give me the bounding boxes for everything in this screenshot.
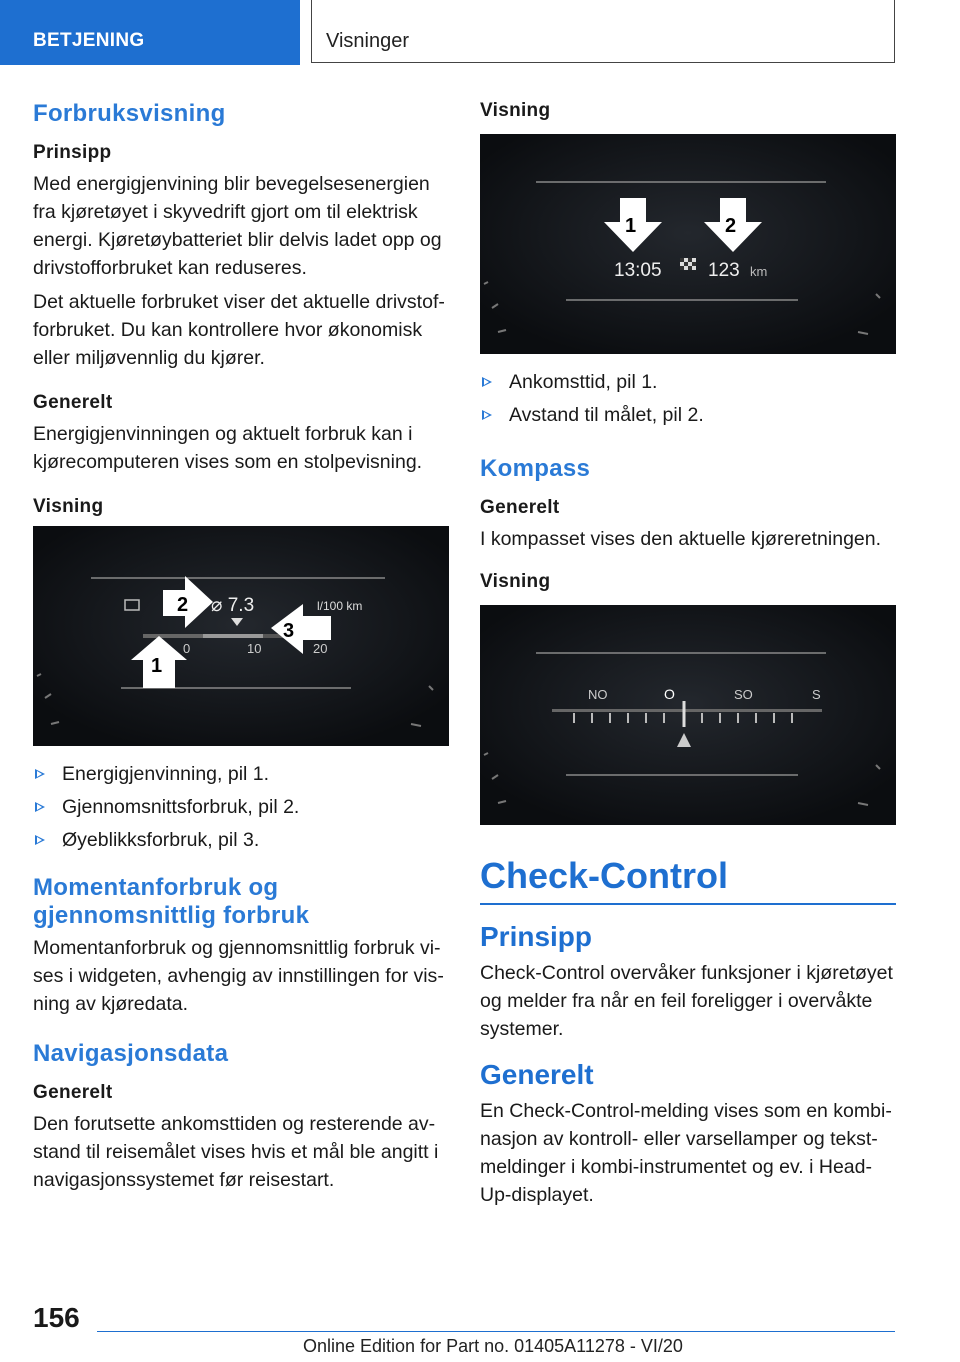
left-column: [33, 100, 449, 1200]
subheading-visning: Visning: [480, 100, 551, 121]
right-column: [480, 100, 896, 1215]
distance-value: 123: [708, 260, 740, 281]
triangle-bullet-icon: [482, 377, 492, 387]
list-item: Energigjenvinning, pil 1.: [33, 760, 449, 788]
paragraph: Momentanforbruk og gjennomsnittlig forbruk vises i widgeten, avhengig av innstillingen for visning av kjøredata.: [33, 937, 444, 1015]
footer-divider: [97, 1331, 895, 1332]
arrow-3-label: 3: [283, 620, 295, 642]
header-section-tab: [0, 0, 300, 65]
subheading-visning: Visning: [480, 571, 551, 592]
subheading-prinsipp: Prinsipp: [33, 142, 112, 163]
compass-label: O: [664, 686, 675, 702]
triangle-bullet-icon: [35, 835, 45, 845]
header-section-label: BETJENING: [33, 30, 145, 51]
triangle-bullet-icon: [35, 802, 45, 812]
compass-label: SO: [734, 687, 753, 702]
arrow-1-label: 1: [151, 655, 163, 677]
section-title-momentanforbruk: Momentanforbruk og gjennomsnittlig forbruk: [33, 874, 310, 929]
navigation-display-image: [480, 134, 896, 354]
scale-tick: 20: [313, 641, 328, 656]
paragraph: I kompasset vises den aktuelle kjøreretningen.: [480, 528, 882, 550]
avg-consumption-value: ⌀ 7.3: [211, 595, 255, 616]
footer-edition: Online Edition for Part no. 01405A11278 - VI/20: [303, 1336, 683, 1356]
paragraph: Energigjenvinningen og aktuelt forbruk kan i kjørecomputeren vises som en stolpevisning.: [33, 423, 423, 473]
arrow-2-label: 2: [177, 594, 189, 616]
header-chapter-label: Visninger: [326, 30, 410, 52]
paragraph: Check-Control overvåker funksjoner i kjøretøyet og melder fra når en feil foreligger i overvåkte systemer.: [480, 962, 893, 1040]
scale-tick: 10: [247, 641, 262, 656]
paragraph: Det aktuelle forbruket viser det aktuelle drivstofforbruket. Du kan kontrollere hvor økonomisk eller miljøvennlig du kjører.: [33, 291, 445, 369]
subheading-generelt: Generelt: [33, 1082, 113, 1103]
list-item: Avstand til målet, pil 2.: [480, 401, 896, 429]
compass-label: S: [812, 687, 821, 702]
header-chapter-box: [311, 0, 895, 63]
consumption-display-image: [33, 526, 449, 746]
paragraph: Den forutsette ankomsttiden og resterende avstand til reisemålet vises hvis et mål ble angitt i navigasjonssystemet før reisestart.: [33, 1113, 439, 1191]
legend-list: [33, 760, 449, 854]
list-item: Ankomsttid, pil 1.: [480, 368, 896, 396]
compass-label: NO: [588, 687, 608, 702]
section-title-navigasjonsdata: Navigasjonsdata: [33, 1040, 229, 1067]
triangle-bullet-icon: [482, 410, 492, 420]
compass-display-image: [480, 605, 896, 825]
scale-tick: 0: [183, 641, 191, 656]
paragraph: En Check-Control-melding vises som en kombinasjon av kontroll- eller varsellamper og tekstmeldinger i kombi-instrumentet og ev. i Head-Up-displayet.: [480, 1100, 892, 1206]
subheading-generelt: Generelt: [480, 497, 560, 518]
heading-generelt: Generelt: [480, 1059, 594, 1090]
heading-prinsipp: Prinsipp: [480, 921, 593, 952]
page-number: 156: [33, 1302, 80, 1333]
list-item: Øyeblikksforbruk, pil 3.: [33, 826, 449, 854]
arrival-time: 13:05: [614, 260, 662, 281]
subheading-generelt: Generelt: [33, 392, 113, 413]
consumption-unit: l/100 km: [317, 599, 363, 613]
arrow-1-label: 1: [625, 215, 637, 237]
triangle-bullet-icon: [35, 769, 45, 779]
section-title-kompass: Kompass: [480, 455, 591, 482]
arrow-2-label: 2: [725, 215, 737, 237]
chapter-title-check-control: Check-Control: [480, 855, 896, 905]
legend-list: [480, 368, 896, 429]
checkered-flag-icon: [680, 258, 696, 270]
section-title-forbruksvisning: Forbruksvisning: [33, 100, 226, 127]
paragraph: Med energigjenvining blir bevegelsesenergien fra kjøretøyet i skyvedrift gjort om til elektrisk energi. Kjøretøybatteriet blir delvis ladet opp og drivstofforbruket kan reduseres.: [33, 173, 442, 279]
subheading-visning: Visning: [33, 496, 104, 517]
list-item: Gjennomsnittsforbruk, pil 2.: [33, 793, 449, 821]
distance-unit: km: [750, 264, 768, 279]
